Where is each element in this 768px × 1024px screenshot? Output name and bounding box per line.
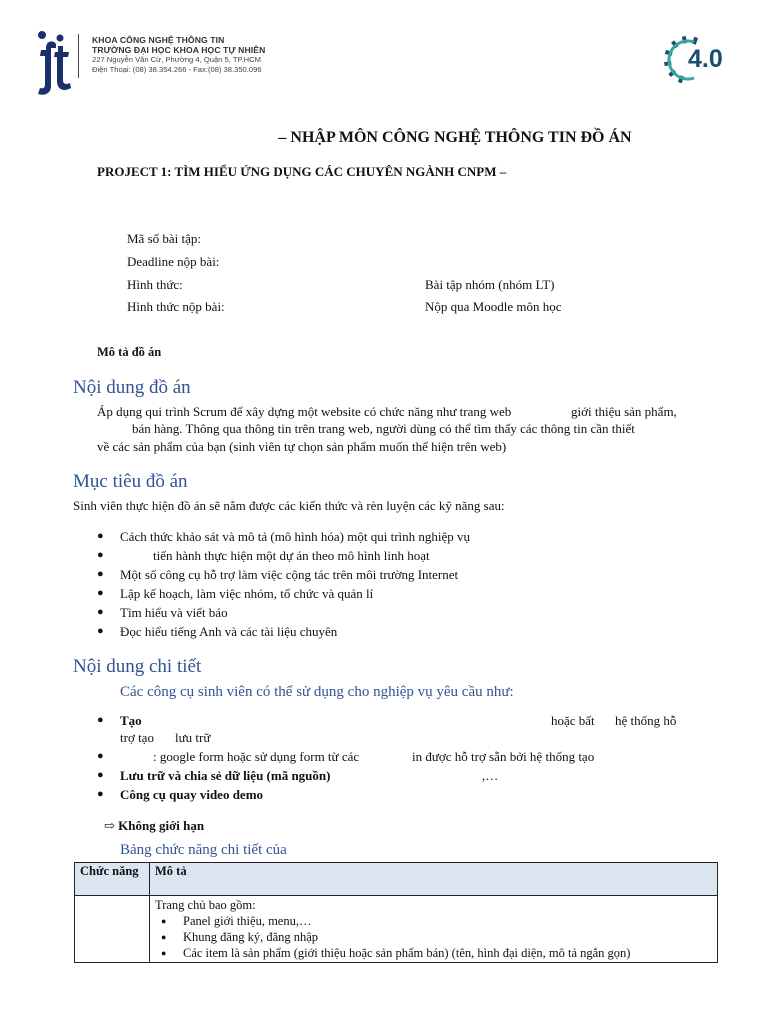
- list-item: ● Panel giới thiệu, menu,…: [183, 913, 712, 929]
- bullet-icon: ●: [97, 587, 104, 599]
- list-item: ● Cách thức khảo sát và mô tả (mô hình hóa) một qui trình nghiệp vụ: [97, 529, 471, 544]
- goals-intro: Sinh viên thực hiện đồ án sẽ nắm được các kiến thức và rèn luyện các kỹ năng sau:: [73, 498, 505, 513]
- submission-value: Nộp qua Moodle môn học: [425, 299, 562, 314]
- bullet-icon: ●: [97, 714, 104, 726]
- content-line-2: bán hàng. Thông qua thông tin trên trang web, người dùng có thể tìm thấy các thông tin cần thiết: [132, 421, 635, 436]
- list-item: ● Khung đăng ký, đăng nhập: [183, 929, 712, 945]
- bullet-icon: ●: [97, 530, 104, 542]
- bullet-icon: ●: [97, 769, 104, 781]
- table-cell-description: [150, 896, 718, 963]
- bullet-icon: ●: [97, 788, 104, 800]
- format-value: Bài tập nhóm (nhóm LT): [425, 277, 555, 292]
- assignment-code-label: Mã số bài tập:: [127, 231, 202, 246]
- table-header-row: [75, 863, 718, 896]
- list-item: ● Tìm hiểu và viết báo: [97, 605, 228, 620]
- homepage-intro: Trang chủ bao gồm:: [155, 898, 256, 912]
- bullet-icon: ●: [97, 568, 104, 580]
- list-item-continuation: trợ tạo lưu trữ: [120, 730, 211, 745]
- tools-subheading: Các công cụ sinh viên có thể sử dụng cho nghiệp vụ yêu cầu như:: [120, 684, 514, 700]
- bullet-icon: ●: [97, 625, 104, 637]
- section-heading-content: Nội dung đồ án: [73, 377, 191, 398]
- table-header-function: Chức năng: [75, 863, 150, 896]
- function-table: [74, 862, 718, 963]
- industry-4-logo: [664, 34, 740, 86]
- project-description-heading: Mô tả đồ án: [97, 345, 162, 359]
- list-item: ● : google form hoặc sử dụng form từ các in được hỗ trợ sẵn bởi hệ thống tạo: [97, 749, 595, 764]
- header-divider: [78, 34, 79, 78]
- format-label: Hình thức:: [127, 277, 183, 292]
- bullet-icon: ●: [97, 549, 104, 561]
- list-item: ● tiến hành thực hiện một dự án theo mô hình linh hoạt: [97, 548, 430, 563]
- deadline-label: Deadline nộp bài:: [127, 254, 220, 269]
- list-item: ● Tạo hoặc bất hệ thống hỗ: [97, 713, 677, 728]
- header-phone: Điện Thoại: (08) 38.354.266 - Fax:(08) 38.350.096: [92, 65, 262, 74]
- content-line-3: về các sản phẩm của bạn (sinh viên tự chọn sản phẩm muốn thể hiện trên web): [97, 439, 507, 454]
- table-header-description: Mô tả: [150, 863, 718, 896]
- header-address: 227 Nguyễn Văn Cừ, Phường 4, Quận 5, TP.HCM: [92, 55, 261, 64]
- homepage-feature-list: [155, 913, 712, 961]
- list-item: ● Đọc hiểu tiếng Anh và các tài liệu chuyên: [97, 624, 338, 639]
- page-title: – NHẬP MÔN CÔNG NGHỆ THÔNG TIN ĐỒ ÁN: [278, 129, 632, 146]
- arrow-right-icon: ⇨: [104, 818, 115, 833]
- header-address-block: [92, 35, 265, 75]
- table-row: [75, 896, 718, 963]
- section-heading-details: Nội dung chi tiết: [73, 656, 202, 677]
- submission-label: Hình thức nộp bài:: [127, 299, 225, 314]
- project-subtitle: PROJECT 1: TÌM HIỂU ỨNG DỤNG CÁC CHUYÊN NGÀNH CNPM –: [97, 164, 507, 179]
- header-university: TRƯỜNG ĐẠI HỌC KHOA HỌC TỰ NHIÊN: [92, 45, 266, 55]
- list-item: ● Công cụ quay video demo: [97, 787, 264, 802]
- fit-logo-icon: [32, 28, 74, 98]
- function-table-heading: Bảng chức năng chi tiết của: [120, 842, 287, 858]
- bullet-icon: ●: [97, 606, 104, 618]
- list-item: ● Lập kế hoạch, làm việc nhóm, tổ chức và quản lí: [97, 586, 374, 601]
- table-cell-function: [75, 896, 150, 963]
- list-item: ● Các item là sản phẩm (giới thiệu hoặc sản phẩm bán) (tên, hình đại diện, mô tả ngắn gọn): [183, 945, 712, 961]
- no-limit-note: ⇨ Không giới hạn: [104, 818, 205, 833]
- content-line-1a: Áp dụng qui trình Scrum để xây dựng một website có chức năng như trang web: [97, 404, 512, 419]
- list-item: ● Một số công cụ hỗ trợ làm việc cộng tác trên môi trường Internet: [97, 567, 459, 582]
- section-heading-goals: Mục tiêu đồ án: [73, 471, 188, 492]
- list-item: ● Lưu trữ và chia sẻ dữ liệu (mã nguồn) ,…: [97, 768, 499, 783]
- header-faculty: KHOA CÔNG NGHỆ THÔNG TIN: [92, 35, 225, 45]
- bullet-icon: ●: [97, 750, 104, 762]
- content-line-1b: giới thiệu sản phẩm,: [571, 404, 677, 419]
- badge-text: 4.0: [688, 45, 723, 73]
